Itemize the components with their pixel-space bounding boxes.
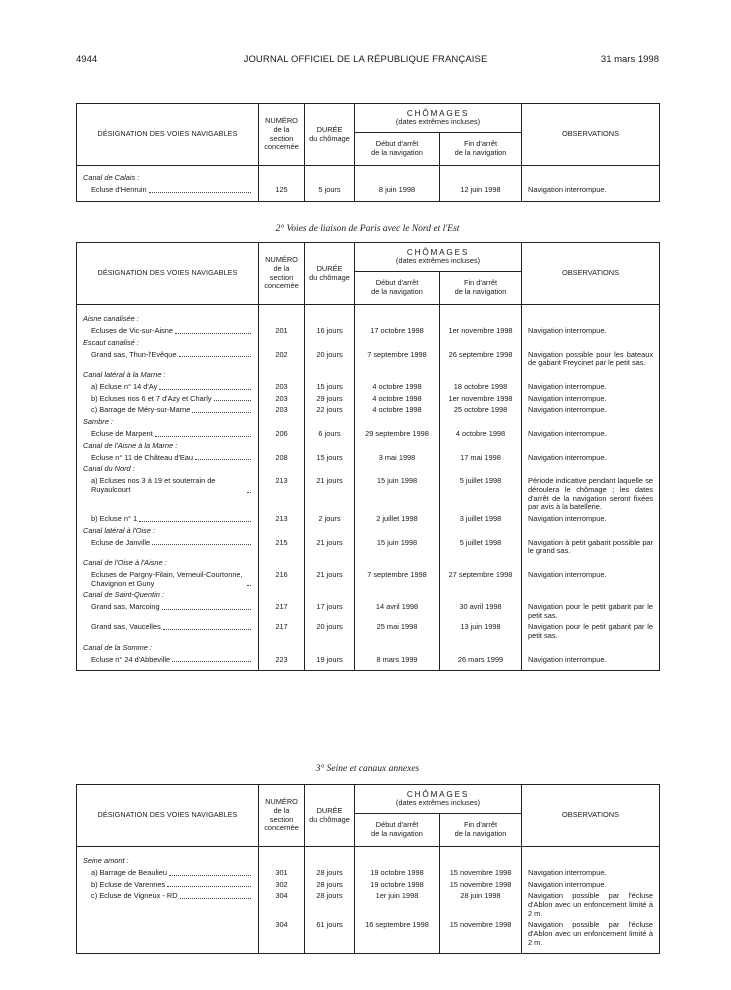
cell-debut: 1er juin 1998	[355, 892, 440, 918]
cell-observations: Navigation interrompue.	[522, 186, 660, 195]
cell-duree: 16 jours	[305, 327, 355, 336]
cell-debut: 15 juin 1998	[355, 539, 440, 556]
group-label: Escaut canalisé :	[77, 339, 259, 351]
leader-dots	[195, 459, 251, 460]
cell-duree: 15 jours	[305, 454, 355, 463]
section-subtitle-2: 2° Voies de liaison de Paris avec le Nord et l'Est	[275, 224, 460, 234]
table-section-1	[76, 103, 660, 202]
cell-numero: 206	[259, 430, 305, 439]
header-debut	[355, 272, 440, 305]
group-label: Sambre :	[77, 418, 259, 430]
cell-numero: 203	[259, 383, 305, 392]
header-fin	[440, 133, 522, 166]
cell-duree: 20 jours	[305, 623, 355, 640]
cell-designation	[77, 430, 259, 439]
header-debut-line: Début d'arrêt	[375, 139, 419, 149]
designation-text: a) Ecluses nos 3 à 19 et souterrain de Ruyaulcourt	[91, 476, 216, 494]
cell-duree: 5 jours	[305, 186, 355, 195]
group-label: Canal de Saint-Quentin :	[77, 591, 259, 603]
header-fin-line: Fin d'arrêt	[463, 278, 498, 288]
group-label: Canal de Calais :	[77, 174, 259, 186]
header-duree-line: DURÉE	[316, 805, 343, 815]
cell-observations: Navigation interrompue.	[522, 881, 660, 890]
header-numero	[259, 785, 305, 847]
cell-debut: 29 septembre 1998	[355, 430, 440, 439]
header-observations: OBSERVATIONS	[522, 243, 660, 305]
cell-designation	[77, 477, 259, 512]
table-row	[77, 881, 660, 890]
header-duree-line: DURÉE	[316, 263, 343, 273]
header-fin	[440, 814, 522, 847]
designation-text: a) Barrage de Beaulieu	[91, 868, 168, 877]
leader-dots	[192, 412, 251, 413]
section-subtitle-3: 3° Seine et canaux annexes	[315, 764, 420, 774]
cell-duree: 17 jours	[305, 603, 355, 620]
leader-dots	[167, 886, 251, 887]
header-numero	[259, 104, 305, 166]
cell-designation	[77, 623, 259, 640]
cell-observations: Navigation interrompue.	[522, 430, 660, 439]
cell-numero: 203	[259, 395, 305, 404]
cell-debut: 14 avril 1998	[355, 603, 440, 620]
header-designation: DÉSIGNATION DES VOIES NAVIGABLES	[77, 785, 259, 847]
cell-fin: 12 juin 1998	[440, 186, 522, 195]
cell-fin: 17 mai 1998	[440, 454, 522, 463]
header-numero-line: NUMÉRO	[265, 797, 298, 807]
cell-designation	[77, 656, 259, 665]
header-numero-line: de la	[273, 124, 290, 134]
cell-duree: 29 jours	[305, 395, 355, 404]
cell-duree: 6 jours	[305, 430, 355, 439]
cell-designation	[77, 881, 259, 890]
group-label: Canal latéral à l'Oise :	[77, 527, 259, 539]
designation-text: Ecluse n° 11 de Château d'Eau	[91, 452, 194, 462]
group-row	[77, 644, 660, 656]
group-label: Seine amont :	[77, 857, 259, 869]
header-debut-line: de la navigation	[371, 148, 423, 157]
table-row	[77, 406, 660, 415]
header-duree-line: DURÉE	[316, 124, 343, 134]
header-numero-line: concernée	[264, 142, 299, 152]
header-designation: DÉSIGNATION DES VOIES NAVIGABLES	[77, 243, 259, 305]
cell-duree: 21 jours	[305, 539, 355, 556]
cell-debut: 2 juillet 1998	[355, 515, 440, 524]
header-debut	[355, 133, 440, 166]
designation-text: c) Barrage de Méry-sur-Marne	[91, 405, 191, 415]
table-row	[77, 327, 660, 336]
header-observations: OBSERVATIONS	[522, 785, 660, 847]
cell-designation	[77, 515, 259, 524]
cell-fin: 25 octobre 1998	[440, 406, 522, 415]
leader-dots	[247, 585, 251, 586]
cell-debut: 15 juin 1998	[355, 477, 440, 512]
header-duree	[305, 243, 355, 305]
designation-text: Ecluses de Pargny-Filain, Verneuil-Courtonne, Chavignon et Guny	[91, 569, 243, 588]
cell-designation	[77, 921, 259, 947]
cell-numero: 217	[259, 603, 305, 620]
table-row	[77, 430, 660, 439]
header-chomages-sub: (dates extrêmes incluses)	[395, 798, 481, 808]
cell-debut: 3 mai 1998	[355, 454, 440, 463]
cell-fin: 3 juillet 1998	[440, 515, 522, 524]
cell-fin: 1er novembre 1998	[440, 327, 522, 336]
table-row	[77, 477, 660, 512]
cell-observations: Navigation possible par l'écluse d'Ablon avec un enfoncement limité à 2 m.	[522, 892, 660, 918]
cell-observations: Navigation pour le petit gabarit par le petit sas.	[522, 603, 660, 620]
leader-dots	[163, 629, 251, 630]
header-debut-line: Début d'arrêt	[375, 820, 419, 830]
leader-dots	[214, 400, 251, 401]
cell-fin: 26 mars 1999	[440, 656, 522, 665]
leader-dots	[247, 492, 251, 493]
header-numero-line: de la	[273, 805, 290, 815]
cell-numero: 201	[259, 327, 305, 336]
cell-designation	[77, 454, 259, 463]
group-label: Aisne canalisée :	[77, 315, 259, 327]
designation-text: Grand sas, Marcoing	[91, 602, 160, 612]
header-duree-line: du chômage	[309, 272, 350, 282]
cell-debut: 8 juin 1998	[355, 186, 440, 195]
page-date: 31 mars 1998	[600, 54, 659, 65]
cell-designation	[77, 892, 259, 918]
leader-dots	[179, 356, 252, 357]
cell-duree: 61 jours	[305, 921, 355, 947]
leader-dots	[149, 192, 251, 193]
cell-duree: 2 jours	[305, 515, 355, 524]
header-numero-line: section	[269, 133, 294, 143]
cell-fin: 30 avril 1998	[440, 603, 522, 620]
cell-fin: 1er novembre 1998	[440, 395, 522, 404]
cell-observations: Navigation à petit gabarit possible par le grand sas.	[522, 539, 660, 556]
designation-text: Ecluse d'Henruin	[91, 185, 147, 194]
cell-observations: Navigation interrompue.	[522, 869, 660, 878]
header-numero-line: NUMÉRO	[265, 255, 298, 265]
group-label: Canal de la Somme :	[77, 644, 259, 656]
table-row	[77, 395, 660, 404]
header-numero-line: section	[269, 814, 294, 824]
cell-numero: 213	[259, 477, 305, 512]
table-row	[77, 383, 660, 392]
cell-duree: 28 jours	[305, 869, 355, 878]
cell-debut: 4 octobre 1998	[355, 406, 440, 415]
header-chomages-title: CHÔMAGES	[406, 108, 470, 118]
leader-dots	[139, 521, 251, 522]
header-chomages	[355, 243, 522, 272]
cell-debut: 8 mars 1999	[355, 656, 440, 665]
designation-text: Grand sas, Thun-l'Evêque	[91, 349, 177, 359]
cell-numero: 304	[259, 921, 305, 947]
cell-fin: 27 septembre 1998	[440, 571, 522, 588]
header-numero-line: concernée	[264, 823, 299, 833]
cell-duree: 28 jours	[305, 881, 355, 890]
cell-numero: 223	[259, 656, 305, 665]
cell-duree: 20 jours	[305, 351, 355, 368]
header-fin	[440, 272, 522, 305]
header-chomages	[355, 785, 522, 814]
cell-fin: 15 novembre 1998	[440, 869, 522, 878]
cell-designation	[77, 186, 259, 195]
header-duree-line: du chômage	[309, 814, 350, 824]
header-debut-line: Début d'arrêt	[375, 278, 419, 288]
cell-designation	[77, 539, 259, 556]
cell-numero: 125	[259, 186, 305, 195]
group-row	[77, 442, 660, 454]
cell-debut: 19 octobre 1998	[355, 869, 440, 878]
group-label: Canal de l'Oise à l'Aisne :	[77, 559, 259, 571]
designation-text: Ecluses de Vic-sur-Aisne	[91, 326, 174, 335]
cell-fin: 5 juillet 1998	[440, 477, 522, 512]
header-duree	[305, 104, 355, 166]
cell-fin: 5 juillet 1998	[440, 539, 522, 556]
group-label: Canal de l'Aisne à la Marne :	[77, 442, 259, 454]
designation-text: c) Ecluse de Vigneux - RD	[91, 891, 178, 901]
cell-numero: 203	[259, 406, 305, 415]
cell-observations: Navigation pour le petit gabarit par le petit sas.	[522, 623, 660, 640]
header-debut-line: de la navigation	[371, 829, 423, 838]
cell-fin: 28 juin 1998	[440, 892, 522, 918]
header-numero	[259, 243, 305, 305]
leader-dots	[152, 544, 251, 545]
header-fin-line: Fin d'arrêt	[463, 139, 498, 149]
cell-numero: 301	[259, 869, 305, 878]
header-debut	[355, 814, 440, 847]
cell-observations: Navigation possible par l'écluse d'Ablon avec un enfoncement limité à 2 m.	[522, 921, 660, 947]
header-chomages-title: CHÔMAGES	[406, 247, 470, 257]
cell-debut: 7 septembre 1998	[355, 351, 440, 368]
header-fin-line: de la navigation	[454, 829, 507, 838]
designation-text: b) Ecluses nos 6 et 7 d'Azy et Charly	[91, 393, 212, 403]
cell-numero: 202	[259, 351, 305, 368]
group-row	[77, 339, 660, 351]
table-row	[77, 656, 660, 665]
header-fin-line: de la navigation	[454, 148, 507, 157]
page-number: 4944	[76, 54, 98, 65]
header-chomages-sub: (dates extrêmes incluses)	[395, 256, 481, 266]
designation-text: b) Ecluse de Varennes	[91, 879, 166, 889]
designation-text: Ecluse de Marpent	[91, 428, 153, 438]
cell-debut: 19 octobre 1998	[355, 881, 440, 890]
cell-debut: 16 septembre 1998	[355, 921, 440, 947]
header-numero-line: de la	[273, 263, 290, 273]
cell-numero: 216	[259, 571, 305, 588]
table-row	[77, 454, 660, 463]
cell-fin: 15 novembre 1998	[440, 881, 522, 890]
header-chomages-sub: (dates extrêmes incluses)	[395, 117, 481, 127]
table-row	[77, 539, 660, 556]
journal-title: JOURNAL OFFICIEL DE LA RÉPUBLIQUE FRANÇAISE	[243, 54, 488, 65]
cell-observations: Navigation interrompue.	[522, 515, 660, 524]
cell-designation	[77, 869, 259, 878]
cell-observations: Navigation interrompue.	[522, 406, 660, 415]
header-duree	[305, 785, 355, 847]
table-section-2	[76, 242, 660, 671]
leader-dots	[155, 436, 251, 437]
cell-debut: 4 octobre 1998	[355, 383, 440, 392]
table-section-3	[76, 784, 660, 954]
cell-observations: Navigation interrompue.	[522, 454, 660, 463]
cell-designation	[77, 603, 259, 620]
table-row	[77, 869, 660, 878]
header-fin-line: Fin d'arrêt	[463, 820, 498, 830]
leader-dots	[175, 333, 251, 334]
leader-dots	[180, 898, 251, 899]
cell-designation	[77, 383, 259, 392]
cell-duree: 15 jours	[305, 383, 355, 392]
group-label: Canal du Nord :	[77, 465, 259, 477]
group-label: Canal latéral à la Marne :	[77, 371, 259, 383]
header-designation: DÉSIGNATION DES VOIES NAVIGABLES	[77, 104, 259, 166]
cell-numero: 302	[259, 881, 305, 890]
header-chomages-title: CHÔMAGES	[406, 789, 470, 799]
cell-designation	[77, 351, 259, 368]
cell-duree: 22 jours	[305, 406, 355, 415]
leader-dots	[162, 609, 251, 610]
cell-observations: Période indicative pendant laquelle se déroulera le chômage ; les dates d'arrêt de la navigation seront fixées par avis à la batellerie.	[522, 477, 660, 512]
designation-text: Grand sas, Vaucelles	[91, 622, 161, 632]
header-fin-line: de la navigation	[454, 287, 507, 296]
cell-debut: 17 octobre 1998	[355, 327, 440, 336]
table-row	[77, 892, 660, 918]
header-numero-line: section	[269, 272, 294, 282]
group-row	[77, 527, 660, 539]
cell-numero: 304	[259, 892, 305, 918]
table-row	[77, 603, 660, 620]
cell-duree: 21 jours	[305, 477, 355, 512]
cell-numero: 217	[259, 623, 305, 640]
leader-dots	[172, 661, 251, 662]
cell-numero: 213	[259, 515, 305, 524]
cell-observations: Navigation possible pour les bateaux de gabarit Freycinet par le petit sas.	[522, 351, 660, 368]
leader-dots	[159, 389, 251, 390]
cell-fin: 13 juin 1998	[440, 623, 522, 640]
cell-fin: 4 octobre 1998	[440, 430, 522, 439]
cell-designation	[77, 406, 259, 415]
leader-dots	[169, 875, 251, 876]
cell-designation	[77, 395, 259, 404]
cell-fin: 26 septembre 1998	[440, 351, 522, 368]
table-row	[77, 571, 660, 588]
cell-observations: Navigation interrompue.	[522, 656, 660, 665]
header-duree-line: du chômage	[309, 133, 350, 143]
cell-observations: Navigation interrompue.	[522, 395, 660, 404]
table-row	[77, 921, 660, 947]
cell-numero: 208	[259, 454, 305, 463]
cell-observations: Navigation interrompue.	[522, 383, 660, 392]
cell-observations: Navigation interrompue.	[522, 571, 660, 588]
cell-numero: 215	[259, 539, 305, 556]
table-row	[77, 186, 660, 195]
header-observations: OBSERVATIONS	[522, 104, 660, 166]
cell-fin: 18 octobre 1998	[440, 383, 522, 392]
cell-observations: Navigation interrompue.	[522, 327, 660, 336]
header-chomages	[355, 104, 522, 133]
table-row	[77, 623, 660, 640]
cell-fin: 15 novembre 1998	[440, 921, 522, 947]
header-numero-line: concernée	[264, 281, 299, 291]
cell-duree: 19 jours	[305, 656, 355, 665]
cell-debut: 7 septembre 1998	[355, 571, 440, 588]
table-row	[77, 351, 660, 368]
cell-duree: 28 jours	[305, 892, 355, 918]
table-row	[77, 515, 660, 524]
designation-text: Ecluse de Janville	[91, 537, 151, 547]
header-debut-line: de la navigation	[371, 287, 423, 296]
designation-text: a) Ecluse n° 14 d'Ay	[91, 381, 158, 391]
cell-debut: 4 octobre 1998	[355, 395, 440, 404]
cell-debut: 25 mai 1998	[355, 623, 440, 640]
cell-duree: 21 jours	[305, 571, 355, 588]
cell-designation	[77, 571, 259, 588]
header-numero-line: NUMÉRO	[265, 116, 298, 126]
designation-text: b) Ecluse n° 1	[91, 513, 138, 523]
designation-text: Ecluse n° 24 d'Abbeville	[91, 654, 171, 664]
cell-designation	[77, 327, 259, 336]
